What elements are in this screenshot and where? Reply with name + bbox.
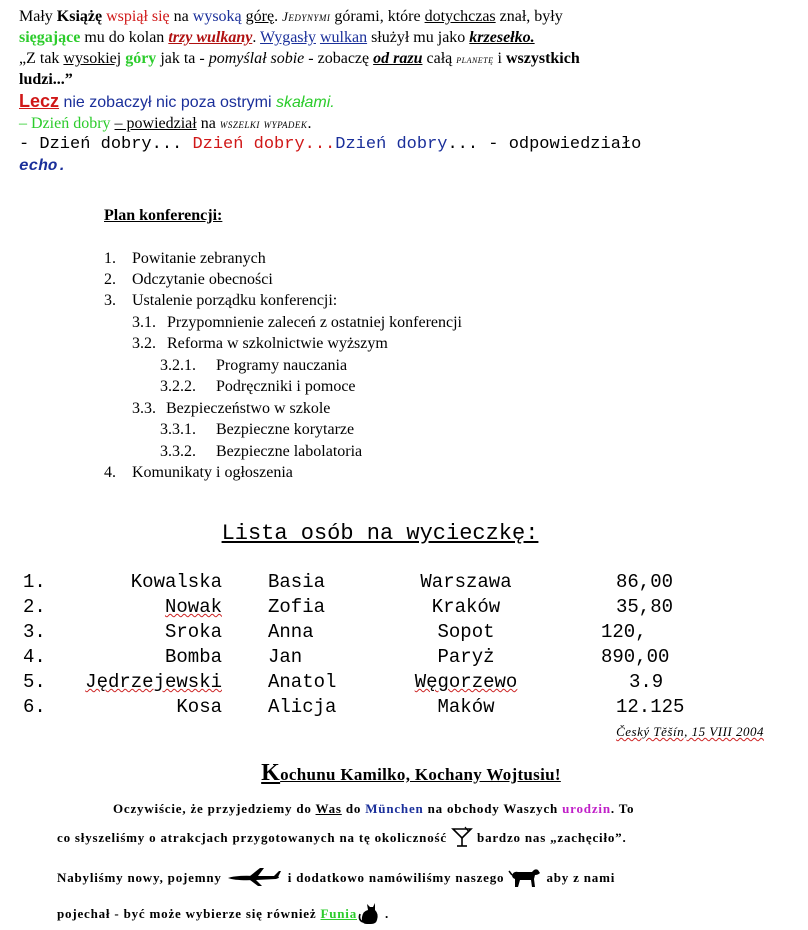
letter-greeting: Kochunu Kamilko, Kochany Wojtusiu!	[261, 760, 561, 786]
trip-row-surname: Nowak	[164, 596, 222, 618]
trip-row-number: 5.	[23, 671, 46, 693]
letter-line-4: pojechał - być może wybierze się również Funia .	[57, 900, 763, 930]
trip-row-amount: 86,00	[616, 571, 674, 593]
trip-row-amount: 120,	[601, 621, 647, 643]
plan-item-number: 1.	[104, 250, 116, 267]
plan-item-number: 4.	[104, 464, 116, 481]
trip-row	[0, 671, 808, 696]
trip-row	[0, 571, 808, 596]
trip-row-first-name: Basia	[268, 571, 326, 593]
trip-row-amount: 12.125	[616, 696, 685, 718]
intro-line-2: sięgające mu do kolan trzy wulkany. Wygasły wulkan służył mu jako krzesełko.	[19, 29, 535, 46]
dog-icon	[508, 865, 542, 893]
plan-item-number: 2.	[104, 271, 116, 288]
plan-item-number: 3.3.1.	[160, 421, 196, 438]
trip-row-surname: Jędrzejewski	[85, 671, 222, 693]
trip-row-first-name: Alicja	[268, 696, 337, 718]
intro-line-6: – Dzień dobry – powiedział na wszelki wypadek.	[19, 115, 312, 132]
intro-line-1: Mały Książę wspiął się na wysoką górę. Jedynymi górami, które dotychczas znał, były	[19, 8, 563, 25]
plan-item-number: 3.2.	[132, 335, 156, 352]
trip-row	[0, 696, 808, 721]
plan-item-text: Reforma w szkolnictwie wyższym	[167, 335, 388, 352]
plan-item-text: Bezpieczne korytarze	[216, 421, 355, 438]
plan-item-text: Podręczniki i pomoce	[216, 378, 356, 395]
trip-row-amount: 3.9	[629, 671, 664, 693]
intro-line-5: Lecz nie zobaczył nic poza ostrymi skałami.	[19, 91, 335, 111]
trip-row	[0, 621, 808, 646]
letter-line-3: Nabyliśmy nowy, pojemny i dodatkowo namówiliśmy naszego aby z nami	[57, 865, 763, 893]
plan-item-text: Bezpieczne labolatoria	[216, 443, 363, 460]
trip-row-surname: Bomba	[164, 646, 222, 668]
plan-title: Plan konferencji:	[104, 207, 223, 224]
plan-item-text: Komunikaty i ogłoszenia	[132, 464, 293, 481]
plan-item-text: Odczytanie obecności	[132, 271, 273, 288]
trip-row-first-name: Jan	[268, 646, 303, 668]
cocktail-glass-icon	[451, 826, 473, 852]
trip-row-surname: Kosa	[176, 696, 222, 718]
trip-row-first-name: Anna	[268, 621, 314, 643]
trip-row-first-name: Anatol	[268, 671, 337, 693]
trip-row-city: Warszawa	[420, 571, 512, 593]
plan-item-text: Bezpieczeństwo w szkole	[166, 400, 331, 417]
trip-row-number: 1.	[23, 571, 46, 593]
trip-row-city: Maków	[437, 696, 495, 718]
letter-line-1: Oczywiście, że przyjedziemy do Was do München na obchody Waszych urodzin. To	[113, 801, 635, 816]
plan-item-text: Przypomnienie zaleceń z ostatniej konferencji	[167, 314, 462, 331]
trip-row-first-name: Zofia	[268, 596, 326, 618]
plan-item-number: 3.	[104, 292, 116, 309]
trip-row-surname: Kowalska	[130, 571, 222, 593]
trip-row	[0, 646, 808, 671]
trip-row-amount: 890,00	[601, 646, 670, 668]
plan-item-number: 3.3.2.	[160, 443, 196, 460]
trip-list-title: Lista osób na wycieczkę:	[221, 521, 539, 546]
plan-item-text: Programy nauczania	[216, 357, 348, 374]
trip-row-city: Sopot	[437, 621, 495, 643]
cat-icon	[357, 900, 385, 930]
trip-row-number: 4.	[23, 646, 46, 668]
dateline: Český Těšín, 15 VIII 2004	[616, 724, 764, 739]
trip-row-city: Węgorzewo	[414, 671, 518, 693]
intro-line-4: ludzi...”	[19, 71, 73, 88]
trip-row-number: 3.	[23, 621, 46, 643]
trip-row-number: 2.	[23, 596, 46, 618]
intro-line-3: „Z tak wysokiej góry jak ta - pomyślał sobie - zobaczę od razu całą planetę i wszystkich	[19, 50, 580, 67]
airplane-icon	[226, 866, 284, 892]
trip-row-number: 6.	[23, 696, 46, 718]
trip-row-amount: 35,80	[616, 596, 674, 618]
trip-row-surname: Sroka	[164, 621, 222, 643]
plan-item-number: 3.1.	[132, 314, 156, 331]
intro-line-8: echo.	[19, 157, 68, 175]
letter-line-2: co słyszeliśmy o atrakcjach przygotowanych na tę okoliczność bardzo nas „zachęciło”.	[57, 826, 763, 852]
plan-item-text: Ustalenie porządku konferencji:	[132, 292, 338, 309]
intro-line-7: - Dzień dobry... Dzień dobry...Dzień dobry... - odpowiedziało	[19, 135, 642, 154]
plan-item-number: 3.2.2.	[160, 378, 196, 395]
trip-row-city: Kraków	[431, 596, 501, 618]
plan-item-number: 3.3.	[132, 400, 156, 417]
trip-row-city: Paryż	[437, 646, 495, 668]
trip-row	[0, 596, 808, 621]
plan-item-number: 3.2.1.	[160, 357, 196, 374]
plan-item-text: Powitanie zebranych	[132, 250, 266, 267]
